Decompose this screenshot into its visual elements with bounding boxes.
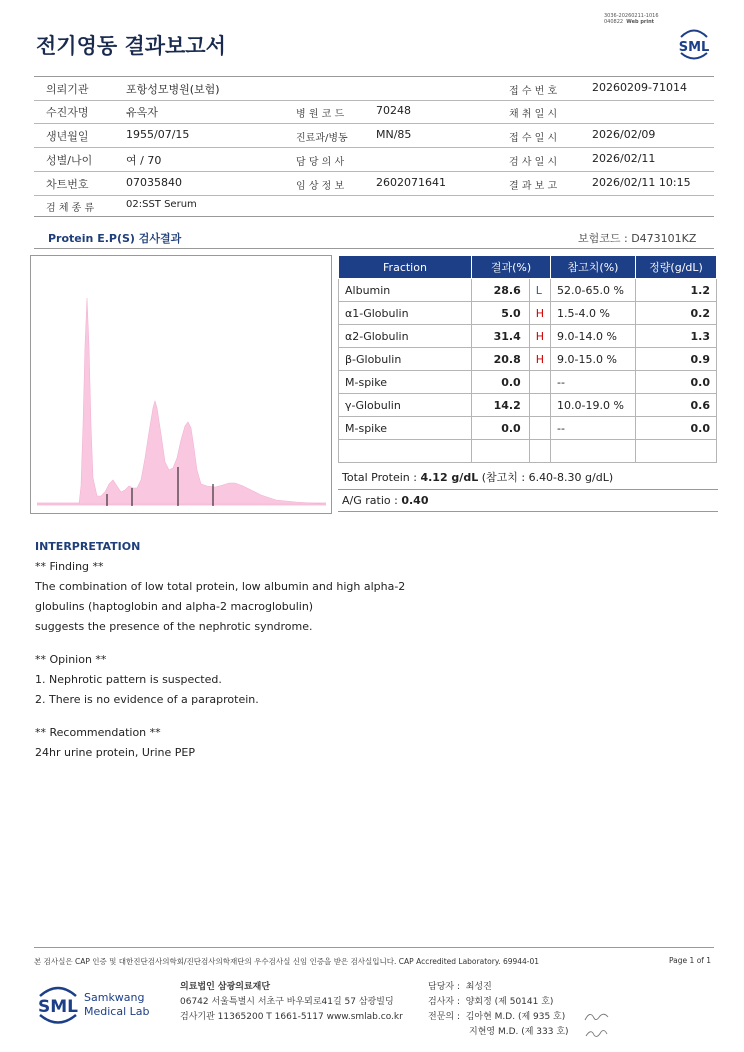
label-patient-name: 수진자명 <box>46 106 89 119</box>
staff-label: 담당자 : <box>428 982 460 992</box>
report-code-line1: 3036-20260211-1016 <box>604 13 659 19</box>
recommendation-line: 24hr urine protein, Urine PEP <box>35 746 195 759</box>
finding-line: suggests the presence of the nephrotic syndrome. <box>35 620 313 633</box>
org-contact: 검사기관 11365200 T 1661-5117 www.smlab.co.kr <box>180 1012 403 1022</box>
result-flag <box>529 440 550 463</box>
sml-logo-top-text: SML <box>678 40 710 55</box>
label-chart-no: 차트번호 <box>46 178 89 191</box>
table-row <box>339 371 717 394</box>
total-protein-value: 4.12 g/dL <box>420 471 479 484</box>
table-row <box>339 325 717 348</box>
amount-value: 1.3 <box>636 325 717 348</box>
value-patient-name: 유옥자 <box>126 106 158 119</box>
reference-range <box>551 440 636 463</box>
info-row-6 <box>34 196 714 217</box>
section-divider <box>34 248 714 249</box>
label-receipt-no: 접 수 번 호 <box>509 86 558 97</box>
amount-value <box>636 440 717 463</box>
result-flag <box>529 394 550 417</box>
ag-ratio <box>338 490 718 512</box>
reference-range: 9.0-14.0 % <box>551 325 636 348</box>
staff-name: 김아현 M.D. (제 935 호) <box>465 1012 566 1022</box>
value-specimen: 02:SST Serum <box>126 199 197 210</box>
value-hospital-code: 70248 <box>376 104 411 117</box>
label-collect-time: 채 취 일 시 <box>509 109 558 120</box>
table-row <box>339 348 717 371</box>
footer-note: 본 검사실은 CAP 인증 및 대한진단검사의학회/진단검사의학재단의 우수검사실 신임 인증을 받은 검사실입니다. CAP Accredited Laboratory. 69944-01 <box>34 957 540 966</box>
fraction-name: Albumin <box>339 279 472 302</box>
table-row <box>339 394 717 417</box>
fraction-name: β-Globulin <box>339 348 472 371</box>
table-row <box>339 279 717 302</box>
amount-value: 0.0 <box>636 371 717 394</box>
results-table <box>338 255 717 463</box>
result-flag: H <box>529 325 550 348</box>
amount-value: 0.2 <box>636 302 717 325</box>
reference-range: 1.5-4.0 % <box>551 302 636 325</box>
fraction-name <box>339 440 472 463</box>
staff-name: 양회정 (제 50141 호) <box>465 997 554 1007</box>
signature-icon <box>582 1008 612 1042</box>
result-flag: H <box>529 302 550 325</box>
result-flag: L <box>529 279 550 302</box>
logo-samkwang: Samkwang <box>84 991 145 1004</box>
fraction-name: α2-Globulin <box>339 325 472 348</box>
reference-range: -- <box>551 371 636 394</box>
finding-line: The combination of low total protein, low albumin and high alpha-2 <box>35 580 406 593</box>
result-value: 0.0 <box>472 371 530 394</box>
recommendation-heading: ** Recommendation ** <box>35 726 161 739</box>
result-value: 28.6 <box>472 279 530 302</box>
result-value: 20.8 <box>472 348 530 371</box>
amount-value: 0.6 <box>636 394 717 417</box>
label-department: 진료과/병동 <box>296 133 348 144</box>
total-protein-label: Total Protein : <box>342 471 421 484</box>
table-row <box>339 417 717 440</box>
label-doctor: 담 당 의 사 <box>296 157 345 168</box>
sml-logo-footer <box>38 982 158 1026</box>
result-flag <box>529 371 550 394</box>
value-department: MN/85 <box>376 128 412 141</box>
staff-label: 전문의 : <box>428 1012 460 1022</box>
result-flag: H <box>529 348 550 371</box>
fraction-name: α1-Globulin <box>339 302 472 325</box>
value-requester: 포항성모병원(보험) <box>126 83 220 96</box>
electrophoresis-chart <box>30 255 332 514</box>
info-row-3 <box>34 124 714 148</box>
table-row <box>339 302 717 325</box>
col-result: 결과(%) <box>472 256 551 279</box>
interpretation-heading: INTERPRETATION <box>35 540 141 553</box>
report-code <box>604 13 674 25</box>
info-row-1 <box>34 76 714 101</box>
info-row-2 <box>34 100 714 124</box>
result-value: 14.2 <box>472 394 530 417</box>
finding-heading: ** Finding ** <box>35 560 104 573</box>
result-value: 0.0 <box>472 417 530 440</box>
report-code-line2: 040822 <box>604 19 624 25</box>
amount-value: 1.2 <box>636 279 717 302</box>
col-reference: 참고치(%) <box>551 256 636 279</box>
staff-name: 지현영 M.D. (제 333 호) <box>469 1027 569 1037</box>
ag-ratio-value: 0.40 <box>401 494 429 507</box>
label-clinical-info: 임 상 정 보 <box>296 181 345 192</box>
results-header-row <box>339 256 717 279</box>
result-value: 5.0 <box>472 302 530 325</box>
insurance-code: 보험코드 : D473101KZ <box>578 232 697 245</box>
web-print-label: Web print <box>626 19 655 25</box>
org-address: 06742 서울특별시 서초구 바우뫼로41길 57 삼광빌딩 <box>180 997 394 1007</box>
reference-range: -- <box>551 417 636 440</box>
label-receipt-time: 접 수 일 시 <box>509 133 558 144</box>
label-requester: 의뢰기관 <box>46 83 89 96</box>
info-row-4 <box>34 148 714 172</box>
table-row-empty <box>339 440 717 463</box>
fraction-name: γ-Globulin <box>339 394 472 417</box>
fraction-name: M-spike <box>339 417 472 440</box>
footer-staff <box>428 980 569 1040</box>
total-protein <box>338 466 718 490</box>
sml-logo-footer-text: SML <box>38 997 78 1017</box>
value-report-time: 2026/02/11 10:15 <box>592 176 691 189</box>
opinion-heading: ** Opinion ** <box>35 653 107 666</box>
org-name: 의료법인 삼광의료재단 <box>180 982 271 992</box>
ag-ratio-label: A/G ratio : <box>342 494 402 507</box>
label-specimen: 검 체 종 류 <box>46 203 95 214</box>
reference-range: 10.0-19.0 % <box>551 394 636 417</box>
reference-range: 9.0-15.0 % <box>551 348 636 371</box>
total-protein-ref: (참고치 : 6.40-8.30 g/dL) <box>478 471 614 484</box>
staff-name: 최성진 <box>465 982 492 992</box>
value-birthdate: 1955/07/15 <box>126 128 190 141</box>
label-report-time: 결 과 보 고 <box>509 181 558 192</box>
fraction-name: M-spike <box>339 371 472 394</box>
section-title: Protein E.P(S) 검사결과 <box>48 232 182 245</box>
sml-logo-top <box>676 26 712 60</box>
staff-label: 검사자 : <box>428 997 460 1007</box>
label-sex-age: 성별/나이 <box>46 154 93 167</box>
reference-range: 52.0-65.0 % <box>551 279 636 302</box>
amount-value: 0.0 <box>636 417 717 440</box>
value-test-time: 2026/02/11 <box>592 152 656 165</box>
logo-medical-lab: Medical Lab <box>84 1005 150 1018</box>
electrophoresis-curve-svg <box>31 256 331 513</box>
result-value: 31.4 <box>472 325 530 348</box>
result-value <box>472 440 530 463</box>
result-flag <box>529 417 550 440</box>
finding-line: globulins (haptoglobin and alpha-2 macroglobulin) <box>35 600 314 613</box>
label-birthdate: 생년월일 <box>46 130 89 143</box>
opinion-line: 2. There is no evidence of a paraprotein. <box>35 693 259 706</box>
info-row-5 <box>34 172 714 196</box>
opinion-line: 1. Nephrotic pattern is suspected. <box>35 673 222 686</box>
value-clinical-info: 2602071641 <box>376 176 446 189</box>
value-sex-age: 여 / 70 <box>126 154 162 167</box>
label-test-time: 검 사 일 시 <box>509 157 558 168</box>
value-receipt-time: 2026/02/09 <box>592 128 656 141</box>
col-fraction: Fraction <box>339 256 472 279</box>
footer-organization <box>180 980 403 1025</box>
electrophoresis-curve <box>37 298 326 504</box>
report-title: 전기영동 결과보고서 <box>36 34 226 58</box>
value-chart-no: 07035840 <box>126 176 182 189</box>
value-receipt-no: 20260209-71014 <box>592 81 687 94</box>
amount-value: 0.9 <box>636 348 717 371</box>
col-amount: 정량(g/dL) <box>636 256 717 279</box>
footer-divider <box>34 947 714 948</box>
page-number: Page 1 of 1 <box>669 956 712 965</box>
label-hospital-code: 병 원 코 드 <box>296 109 345 120</box>
interpretation-section <box>35 537 535 763</box>
